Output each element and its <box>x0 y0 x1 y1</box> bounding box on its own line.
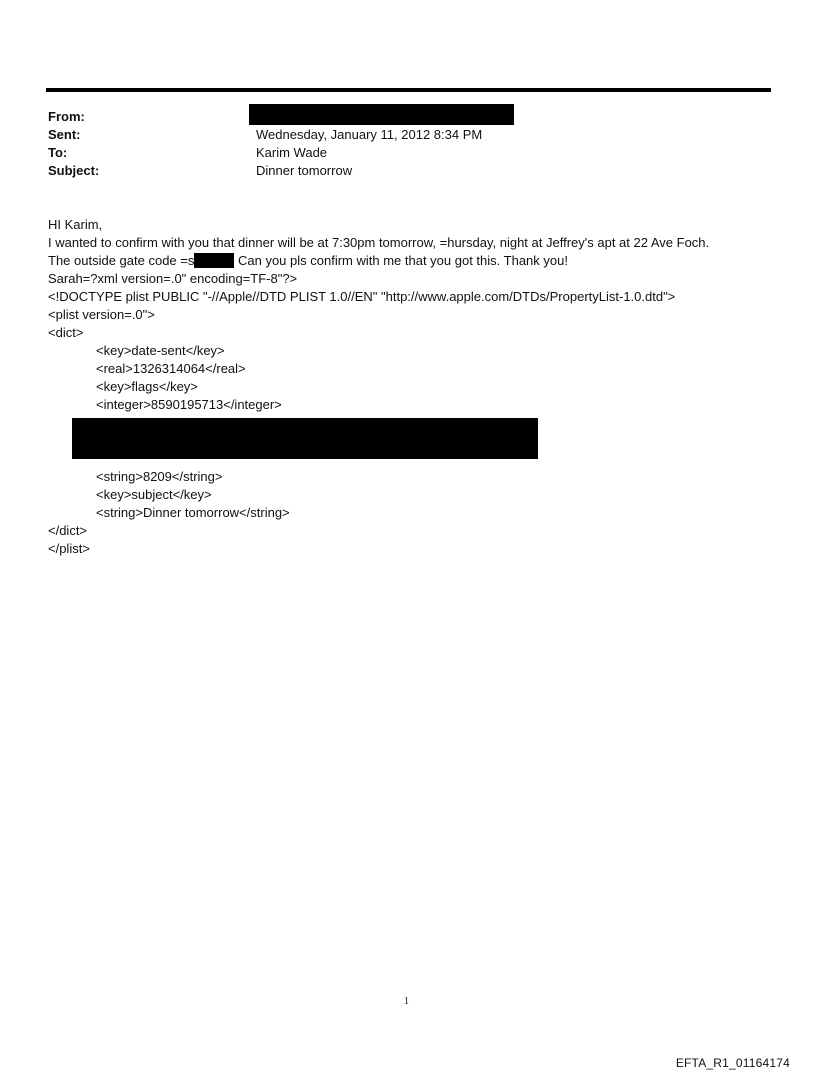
redaction-from <box>249 104 514 125</box>
document-id: EFTA_R1_01164174 <box>675 1056 790 1070</box>
plist-line: <real>1326314064</real> <box>96 361 246 376</box>
body-line-4: <!DOCTYPE plist PUBLIC "-//Apple//DTD PLIST 1.0//EN" "http://www.apple.com/DTDs/PropertyList-1.0.dtd"> <box>48 289 676 304</box>
body-line-6: <dict> <box>48 325 84 340</box>
body-line-3: Sarah=?xml version=.0" encoding=TF-8"?> <box>48 271 298 286</box>
to-value: Karim Wade <box>256 145 328 160</box>
plist-line: <key>subject</key> <box>96 487 212 502</box>
close-plist: </plist> <box>48 541 90 556</box>
body-line-2 <box>48 252 568 269</box>
body-line-2-start: The outside gate code =s <box>48 253 195 268</box>
body-line-2-end: Can you pls confirm with me that you got this. Thank you! <box>237 253 568 268</box>
header-rule <box>46 88 771 92</box>
page-number: 1 <box>404 996 409 1007</box>
body-line-1: I wanted to confirm with you that dinner will be at 7:30pm tomorrow, =hursday, night at Jeffrey's apt at 22 Ave Foch. <box>48 235 710 250</box>
sent-label: Sent: <box>48 127 81 142</box>
to-label: To: <box>48 145 68 160</box>
subject-value: Dinner tomorrow <box>256 163 353 178</box>
redaction-gate-code <box>194 253 234 268</box>
sent-value: Wednesday, January 11, 2012 8:34 PM <box>256 127 483 142</box>
plist-line: <string>Dinner tomorrow</string> <box>96 505 290 520</box>
from-label: From: <box>48 109 85 124</box>
plist-line: <string>8209</string> <box>96 469 223 484</box>
plist-line: <key>date-sent</key> <box>96 343 225 358</box>
greeting: HI Karim, <box>48 217 103 232</box>
subject-label: Subject: <box>48 163 100 178</box>
redaction-block <box>72 418 538 459</box>
close-dict: </dict> <box>48 523 88 538</box>
plist-line: <key>flags</key> <box>96 379 198 394</box>
body-line-5: <plist version=.0"> <box>48 307 155 322</box>
plist-line: <integer>8590195713</integer> <box>96 397 282 412</box>
